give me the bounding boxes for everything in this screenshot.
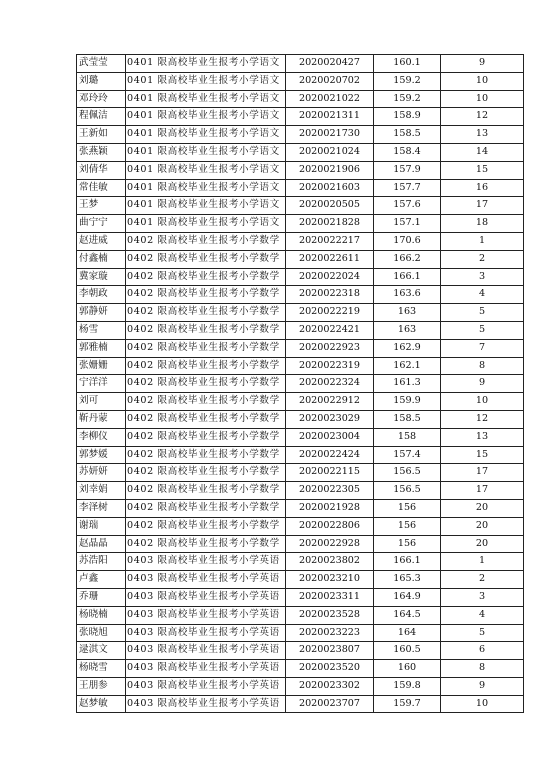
table-row bbox=[77, 179, 524, 197]
candidate-name-cell: 卢鑫 bbox=[77, 571, 126, 589]
table-row bbox=[77, 553, 524, 571]
candidate-name-cell: 李柳仪 bbox=[77, 428, 126, 446]
ticket-number-cell: 2020021730 bbox=[286, 126, 374, 144]
rank-cell: 8 bbox=[441, 660, 524, 678]
results-sheet bbox=[76, 54, 524, 713]
position-code-cell: 0403 限高校毕业生报考小学英语 bbox=[126, 642, 286, 660]
table-row bbox=[77, 143, 524, 161]
rank-cell: 10 bbox=[441, 695, 524, 713]
position-code-cell: 0402 限高校毕业生报考小学数学 bbox=[126, 304, 286, 322]
total-score-cell: 164.9 bbox=[374, 588, 441, 606]
position-code-cell: 0402 限高校毕业生报考小学数学 bbox=[126, 339, 286, 357]
total-score-cell: 160.5 bbox=[374, 642, 441, 660]
position-code-cell: 0402 限高校毕业生报考小学数学 bbox=[126, 268, 286, 286]
table-row bbox=[77, 357, 524, 375]
rank-cell: 8 bbox=[441, 357, 524, 375]
total-score-cell: 158.4 bbox=[374, 143, 441, 161]
total-score-cell: 163.6 bbox=[374, 286, 441, 304]
rank-cell: 1 bbox=[441, 553, 524, 571]
ticket-number-cell: 2020022421 bbox=[286, 321, 374, 339]
total-score-cell: 163 bbox=[374, 304, 441, 322]
candidate-name-cell: 张姗姗 bbox=[77, 357, 126, 375]
table-row bbox=[77, 482, 524, 500]
rank-cell: 12 bbox=[441, 410, 524, 428]
ticket-number-cell: 2020020505 bbox=[286, 197, 374, 215]
position-code-cell: 0402 限高校毕业生报考小学数学 bbox=[126, 410, 286, 428]
total-score-cell: 157.4 bbox=[374, 446, 441, 464]
ticket-number-cell: 2020023520 bbox=[286, 660, 374, 678]
ticket-number-cell: 2020022217 bbox=[286, 232, 374, 250]
position-code-cell: 0403 限高校毕业生报考小学英语 bbox=[126, 677, 286, 695]
rank-cell: 15 bbox=[441, 161, 524, 179]
ticket-number-cell: 2020022024 bbox=[286, 268, 374, 286]
total-score-cell: 157.1 bbox=[374, 215, 441, 233]
candidate-name-cell: 冀家璇 bbox=[77, 268, 126, 286]
table-row bbox=[77, 304, 524, 322]
rank-cell: 17 bbox=[441, 197, 524, 215]
position-code-cell: 0403 限高校毕业生报考小学英语 bbox=[126, 606, 286, 624]
candidate-name-cell: 乔珊 bbox=[77, 588, 126, 606]
rank-cell: 16 bbox=[441, 179, 524, 197]
total-score-cell: 166.1 bbox=[374, 553, 441, 571]
ticket-number-cell: 2020022928 bbox=[286, 535, 374, 553]
position-code-cell: 0401 限高校毕业生报考小学语文 bbox=[126, 161, 286, 179]
candidate-name-cell: 付鑫楠 bbox=[77, 250, 126, 268]
total-score-cell: 160 bbox=[374, 660, 441, 678]
rank-cell: 5 bbox=[441, 624, 524, 642]
candidate-name-cell: 张晓旭 bbox=[77, 624, 126, 642]
candidate-name-cell: 杨雪 bbox=[77, 321, 126, 339]
rank-cell: 7 bbox=[441, 339, 524, 357]
rank-cell: 20 bbox=[441, 535, 524, 553]
candidate-name-cell: 王新如 bbox=[77, 126, 126, 144]
candidate-name-cell: 王朋参 bbox=[77, 677, 126, 695]
candidate-name-cell: 靳丹蒙 bbox=[77, 410, 126, 428]
ticket-number-cell: 2020023807 bbox=[286, 642, 374, 660]
candidate-name-cell: 常佳敏 bbox=[77, 179, 126, 197]
position-code-cell: 0402 限高校毕业生报考小学数学 bbox=[126, 393, 286, 411]
ticket-number-cell: 2020023311 bbox=[286, 588, 374, 606]
candidate-name-cell: 郭梦媛 bbox=[77, 446, 126, 464]
total-score-cell: 157.7 bbox=[374, 179, 441, 197]
table-row bbox=[77, 624, 524, 642]
total-score-cell: 162.1 bbox=[374, 357, 441, 375]
ticket-number-cell: 2020021024 bbox=[286, 143, 374, 161]
position-code-cell: 0403 限高校毕业生报考小学英语 bbox=[126, 571, 286, 589]
position-code-cell: 0401 限高校毕业生报考小学语文 bbox=[126, 55, 286, 73]
ticket-number-cell: 2020022219 bbox=[286, 304, 374, 322]
ticket-number-cell: 2020021311 bbox=[286, 108, 374, 126]
ticket-number-cell: 2020022318 bbox=[286, 286, 374, 304]
table-row bbox=[77, 446, 524, 464]
ticket-number-cell: 2020022305 bbox=[286, 482, 374, 500]
total-score-cell: 156 bbox=[374, 499, 441, 517]
total-score-cell: 159.2 bbox=[374, 72, 441, 90]
position-code-cell: 0402 限高校毕业生报考小学数学 bbox=[126, 321, 286, 339]
candidate-name-cell: 武莹莹 bbox=[77, 55, 126, 73]
total-score-cell: 165.3 bbox=[374, 571, 441, 589]
position-code-cell: 0402 限高校毕业生报考小学数学 bbox=[126, 357, 286, 375]
table-row bbox=[77, 393, 524, 411]
rank-cell: 2 bbox=[441, 250, 524, 268]
ticket-number-cell: 2020021828 bbox=[286, 215, 374, 233]
candidate-name-cell: 苏浩阳 bbox=[77, 553, 126, 571]
total-score-cell: 158.5 bbox=[374, 126, 441, 144]
results-table bbox=[76, 54, 524, 713]
ticket-number-cell: 2020022115 bbox=[286, 464, 374, 482]
rank-cell: 20 bbox=[441, 517, 524, 535]
position-code-cell: 0401 限高校毕业生报考小学语文 bbox=[126, 197, 286, 215]
position-code-cell: 0402 限高校毕业生报考小学数学 bbox=[126, 375, 286, 393]
candidate-name-cell: 逯淇文 bbox=[77, 642, 126, 660]
rank-cell: 5 bbox=[441, 321, 524, 339]
ticket-number-cell: 2020023528 bbox=[286, 606, 374, 624]
rank-cell: 10 bbox=[441, 90, 524, 108]
total-score-cell: 158 bbox=[374, 428, 441, 446]
rank-cell: 13 bbox=[441, 126, 524, 144]
rank-cell: 13 bbox=[441, 428, 524, 446]
table-row bbox=[77, 339, 524, 357]
rank-cell: 15 bbox=[441, 446, 524, 464]
total-score-cell: 156 bbox=[374, 517, 441, 535]
position-code-cell: 0403 限高校毕业生报考小学英语 bbox=[126, 553, 286, 571]
total-score-cell: 160.1 bbox=[374, 55, 441, 73]
ticket-number-cell: 2020023707 bbox=[286, 695, 374, 713]
position-code-cell: 0401 限高校毕业生报考小学语文 bbox=[126, 179, 286, 197]
table-row bbox=[77, 126, 524, 144]
ticket-number-cell: 2020021022 bbox=[286, 90, 374, 108]
table-row bbox=[77, 517, 524, 535]
total-score-cell: 162.9 bbox=[374, 339, 441, 357]
candidate-name-cell: 刘倩华 bbox=[77, 161, 126, 179]
candidate-name-cell: 赵梦敏 bbox=[77, 695, 126, 713]
table-row bbox=[77, 108, 524, 126]
table-row bbox=[77, 286, 524, 304]
table-row bbox=[77, 571, 524, 589]
candidate-name-cell: 杨晓雪 bbox=[77, 660, 126, 678]
position-code-cell: 0401 限高校毕业生报考小学语文 bbox=[126, 143, 286, 161]
ticket-number-cell: 2020023029 bbox=[286, 410, 374, 428]
table-row bbox=[77, 55, 524, 73]
rank-cell: 18 bbox=[441, 215, 524, 233]
position-code-cell: 0402 限高校毕业生报考小学数学 bbox=[126, 446, 286, 464]
rank-cell: 9 bbox=[441, 55, 524, 73]
rank-cell: 3 bbox=[441, 588, 524, 606]
ticket-number-cell: 2020022912 bbox=[286, 393, 374, 411]
position-code-cell: 0402 限高校毕业生报考小学数学 bbox=[126, 482, 286, 500]
candidate-name-cell: 张燕颖 bbox=[77, 143, 126, 161]
total-score-cell: 161.3 bbox=[374, 375, 441, 393]
table-row bbox=[77, 499, 524, 517]
rank-cell: 12 bbox=[441, 108, 524, 126]
position-code-cell: 0401 限高校毕业生报考小学语文 bbox=[126, 126, 286, 144]
candidate-name-cell: 刘璐 bbox=[77, 72, 126, 90]
position-code-cell: 0403 限高校毕业生报考小学英语 bbox=[126, 660, 286, 678]
total-score-cell: 164 bbox=[374, 624, 441, 642]
candidate-name-cell: 杨晓楠 bbox=[77, 606, 126, 624]
rank-cell: 4 bbox=[441, 286, 524, 304]
ticket-number-cell: 2020021906 bbox=[286, 161, 374, 179]
position-code-cell: 0401 限高校毕业生报考小学语文 bbox=[126, 108, 286, 126]
candidate-name-cell: 曲宁宁 bbox=[77, 215, 126, 233]
ticket-number-cell: 2020022611 bbox=[286, 250, 374, 268]
table-row bbox=[77, 375, 524, 393]
candidate-name-cell: 赵晶晶 bbox=[77, 535, 126, 553]
position-code-cell: 0403 限高校毕业生报考小学英语 bbox=[126, 624, 286, 642]
position-code-cell: 0402 限高校毕业生报考小学数学 bbox=[126, 250, 286, 268]
table-row bbox=[77, 410, 524, 428]
total-score-cell: 164.5 bbox=[374, 606, 441, 624]
candidate-name-cell: 邓玲玲 bbox=[77, 90, 126, 108]
rank-cell: 4 bbox=[441, 606, 524, 624]
total-score-cell: 166.2 bbox=[374, 250, 441, 268]
total-score-cell: 166.1 bbox=[374, 268, 441, 286]
candidate-name-cell: 郭雅楠 bbox=[77, 339, 126, 357]
rank-cell: 17 bbox=[441, 464, 524, 482]
ticket-number-cell: 2020022923 bbox=[286, 339, 374, 357]
table-row bbox=[77, 197, 524, 215]
total-score-cell: 156.5 bbox=[374, 464, 441, 482]
candidate-name-cell: 郭静妍 bbox=[77, 304, 126, 322]
total-score-cell: 158.5 bbox=[374, 410, 441, 428]
rank-cell: 9 bbox=[441, 375, 524, 393]
table-row bbox=[77, 660, 524, 678]
rank-cell: 1 bbox=[441, 232, 524, 250]
candidate-name-cell: 王梦 bbox=[77, 197, 126, 215]
table-row bbox=[77, 321, 524, 339]
position-code-cell: 0403 限高校毕业生报考小学英语 bbox=[126, 695, 286, 713]
ticket-number-cell: 2020021603 bbox=[286, 179, 374, 197]
rank-cell: 14 bbox=[441, 143, 524, 161]
rank-cell: 10 bbox=[441, 393, 524, 411]
candidate-name-cell: 宁洋洋 bbox=[77, 375, 126, 393]
results-table-body bbox=[77, 55, 524, 713]
table-row bbox=[77, 215, 524, 233]
ticket-number-cell: 2020020702 bbox=[286, 72, 374, 90]
rank-cell: 9 bbox=[441, 677, 524, 695]
ticket-number-cell: 2020022319 bbox=[286, 357, 374, 375]
position-code-cell: 0402 限高校毕业生报考小学数学 bbox=[126, 517, 286, 535]
position-code-cell: 0402 限高校毕业生报考小学数学 bbox=[126, 286, 286, 304]
candidate-name-cell: 李泽树 bbox=[77, 499, 126, 517]
rank-cell: 5 bbox=[441, 304, 524, 322]
position-code-cell: 0401 限高校毕业生报考小学语文 bbox=[126, 90, 286, 108]
total-score-cell: 163 bbox=[374, 321, 441, 339]
position-code-cell: 0402 限高校毕业生报考小学数学 bbox=[126, 232, 286, 250]
position-code-cell: 0401 限高校毕业生报考小学语文 bbox=[126, 72, 286, 90]
candidate-name-cell: 谢瑞 bbox=[77, 517, 126, 535]
ticket-number-cell: 2020022806 bbox=[286, 517, 374, 535]
ticket-number-cell: 2020023302 bbox=[286, 677, 374, 695]
table-row bbox=[77, 268, 524, 286]
ticket-number-cell: 2020022424 bbox=[286, 446, 374, 464]
table-row bbox=[77, 695, 524, 713]
candidate-name-cell: 苏妍妍 bbox=[77, 464, 126, 482]
position-code-cell: 0402 限高校毕业生报考小学数学 bbox=[126, 464, 286, 482]
rank-cell: 20 bbox=[441, 499, 524, 517]
ticket-number-cell: 2020023210 bbox=[286, 571, 374, 589]
position-code-cell: 0401 限高校毕业生报考小学语文 bbox=[126, 215, 286, 233]
ticket-number-cell: 2020023004 bbox=[286, 428, 374, 446]
table-row bbox=[77, 677, 524, 695]
candidate-name-cell: 刘可 bbox=[77, 393, 126, 411]
table-row bbox=[77, 90, 524, 108]
table-row bbox=[77, 428, 524, 446]
rank-cell: 17 bbox=[441, 482, 524, 500]
ticket-number-cell: 2020023802 bbox=[286, 553, 374, 571]
rank-cell: 2 bbox=[441, 571, 524, 589]
total-score-cell: 159.2 bbox=[374, 90, 441, 108]
ticket-number-cell: 2020021928 bbox=[286, 499, 374, 517]
rank-cell: 6 bbox=[441, 642, 524, 660]
total-score-cell: 157.6 bbox=[374, 197, 441, 215]
table-row bbox=[77, 464, 524, 482]
ticket-number-cell: 2020020427 bbox=[286, 55, 374, 73]
total-score-cell: 158.9 bbox=[374, 108, 441, 126]
total-score-cell: 159.7 bbox=[374, 695, 441, 713]
position-code-cell: 0402 限高校毕业生报考小学数学 bbox=[126, 535, 286, 553]
candidate-name-cell: 刘幸娟 bbox=[77, 482, 126, 500]
table-row bbox=[77, 535, 524, 553]
position-code-cell: 0402 限高校毕业生报考小学数学 bbox=[126, 499, 286, 517]
position-code-cell: 0402 限高校毕业生报考小学数学 bbox=[126, 428, 286, 446]
table-row bbox=[77, 642, 524, 660]
rank-cell: 10 bbox=[441, 72, 524, 90]
ticket-number-cell: 2020023223 bbox=[286, 624, 374, 642]
table-row bbox=[77, 161, 524, 179]
table-row bbox=[77, 606, 524, 624]
candidate-name-cell: 程佩洁 bbox=[77, 108, 126, 126]
table-row bbox=[77, 588, 524, 606]
total-score-cell: 159.8 bbox=[374, 677, 441, 695]
table-row bbox=[77, 232, 524, 250]
table-row bbox=[77, 250, 524, 268]
candidate-name-cell: 赵进威 bbox=[77, 232, 126, 250]
total-score-cell: 159.9 bbox=[374, 393, 441, 411]
position-code-cell: 0403 限高校毕业生报考小学英语 bbox=[126, 588, 286, 606]
candidate-name-cell: 李朝政 bbox=[77, 286, 126, 304]
total-score-cell: 156.5 bbox=[374, 482, 441, 500]
ticket-number-cell: 2020022324 bbox=[286, 375, 374, 393]
rank-cell: 3 bbox=[441, 268, 524, 286]
total-score-cell: 170.6 bbox=[374, 232, 441, 250]
total-score-cell: 156 bbox=[374, 535, 441, 553]
table-row bbox=[77, 72, 524, 90]
total-score-cell: 157.9 bbox=[374, 161, 441, 179]
